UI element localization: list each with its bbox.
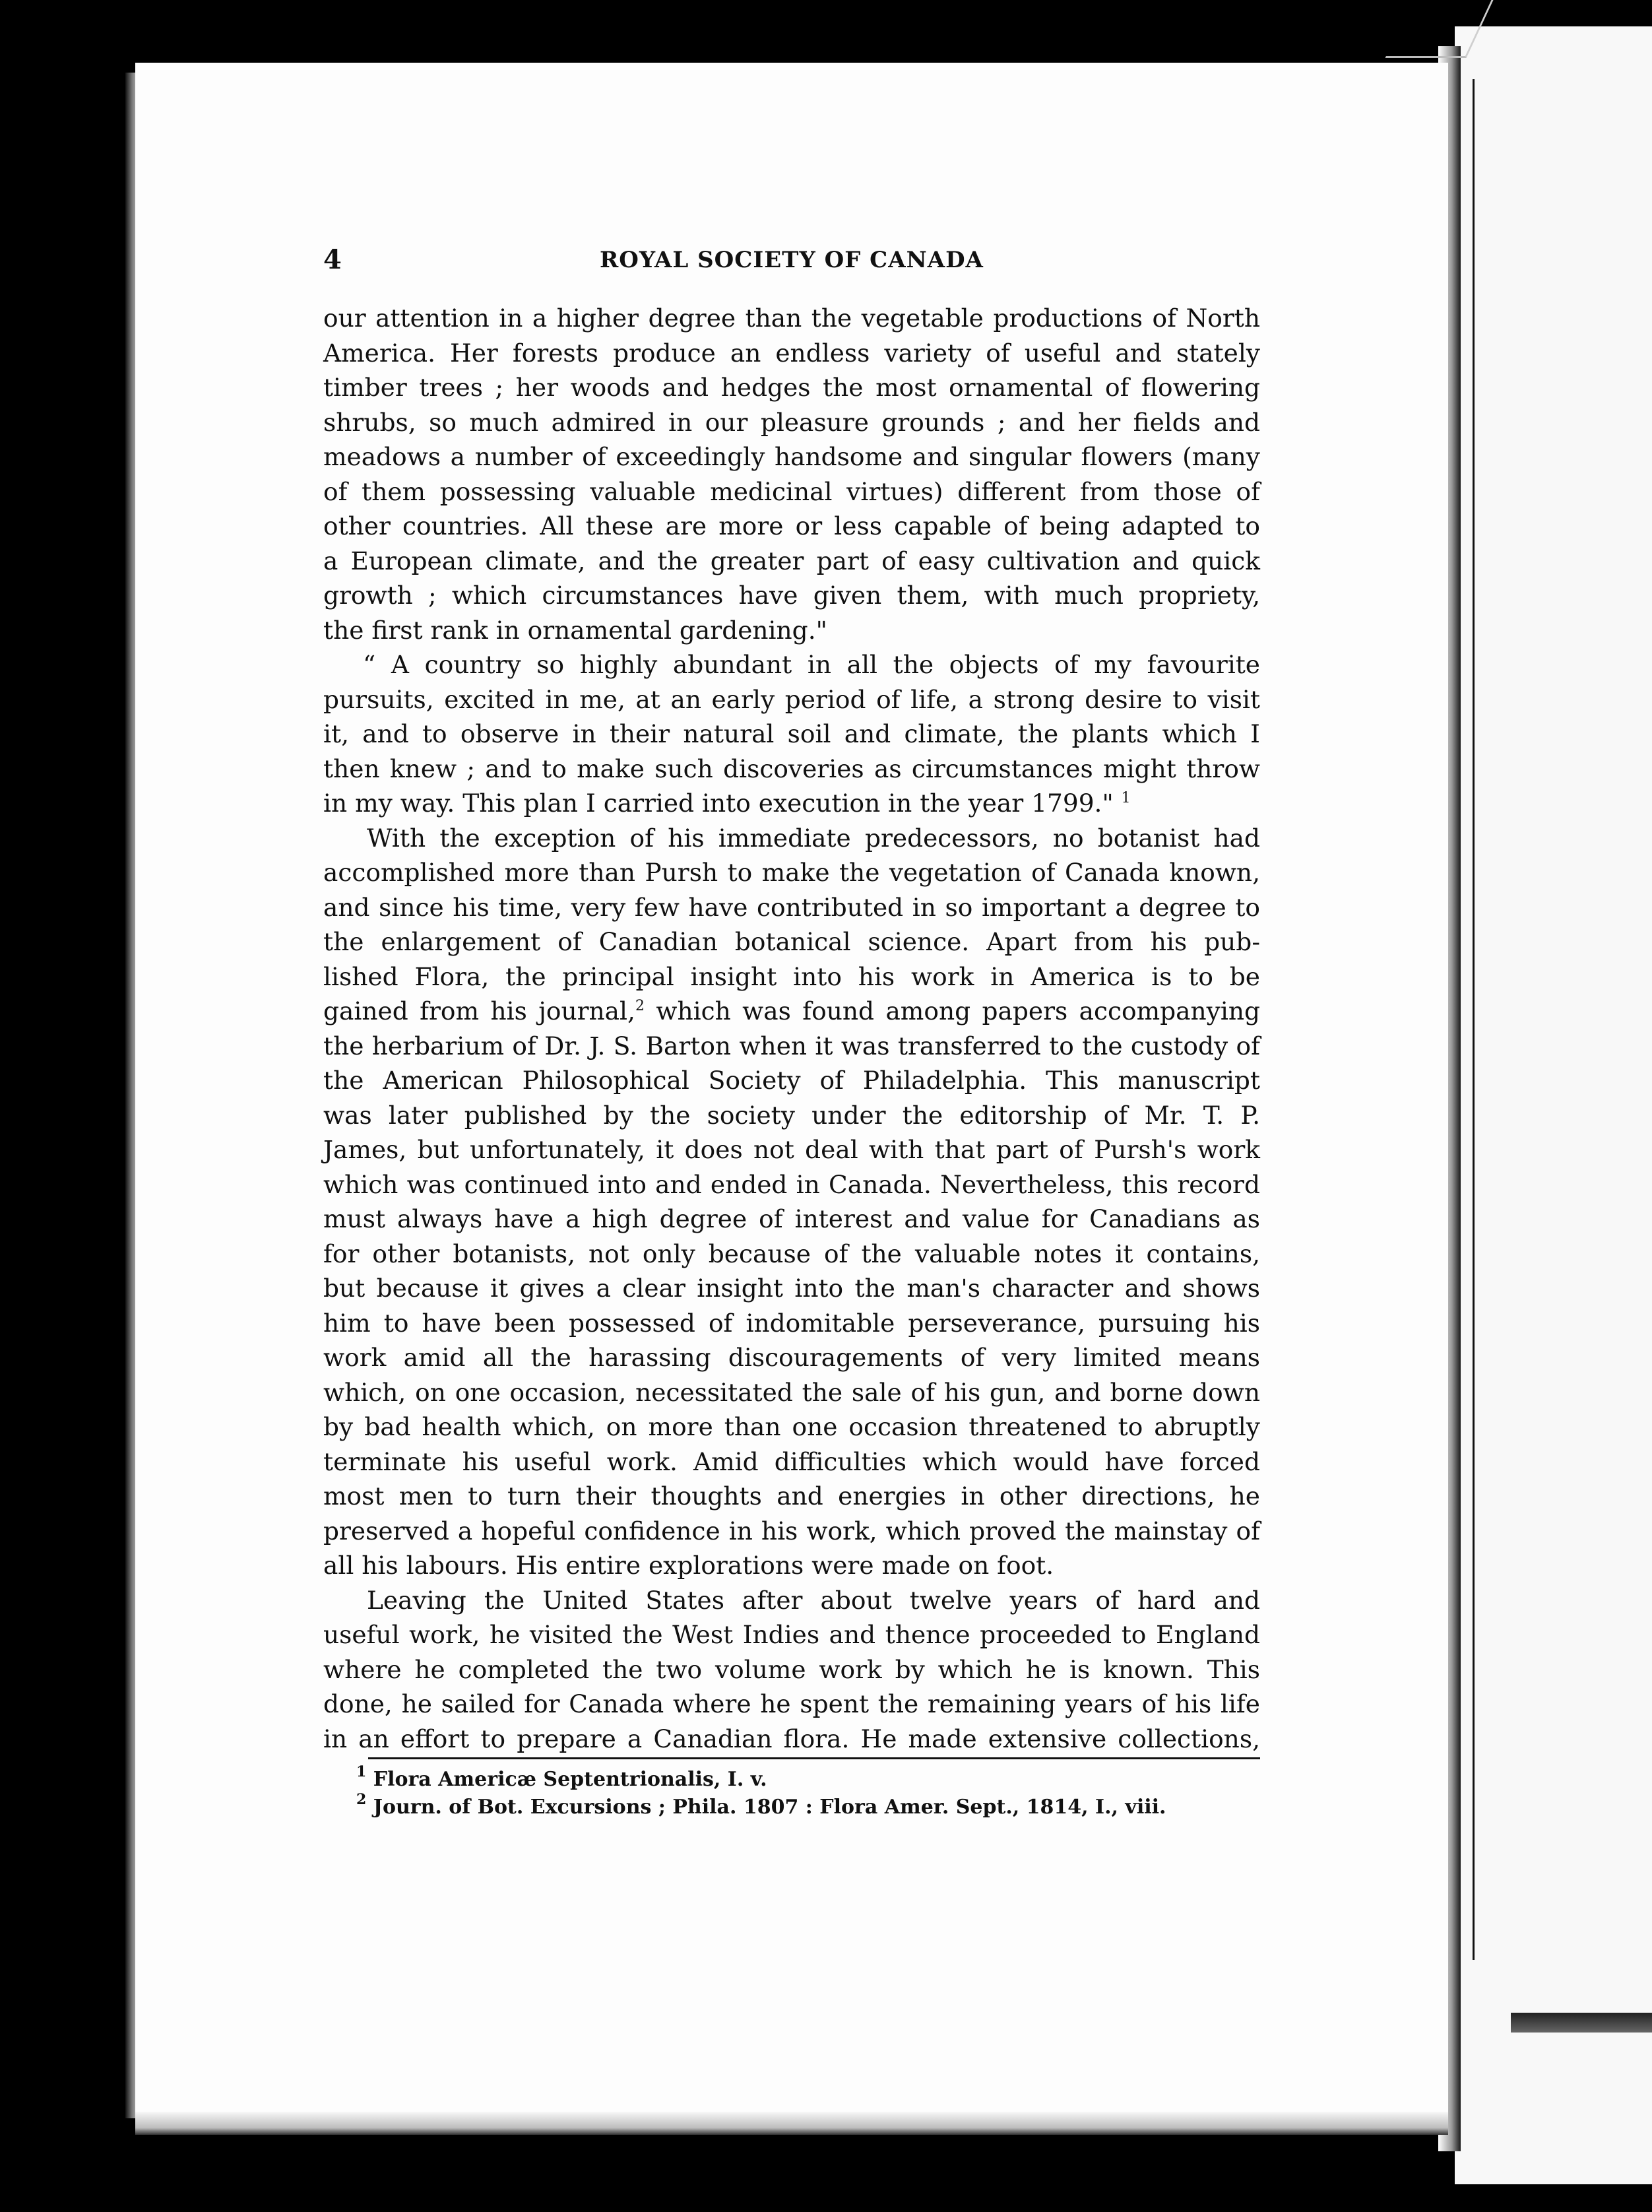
text-line: then knew ; and to make such discoveries as circumstances might throw: [323, 754, 1260, 783]
binding-line: [1473, 79, 1475, 1960]
body-text: [323, 301, 1260, 1756]
footnote: [356, 1791, 1267, 1821]
text-line: for other botanists, not only because of the valuable notes it contains,: [323, 1239, 1260, 1268]
page-header: [323, 244, 1260, 277]
text-line: pursuits, excited in me, at an early period of life, a strong desire to visit: [323, 684, 1260, 714]
text-line: the first rank in ornamental gardening.": [323, 615, 827, 645]
text-line: Leaving the United States after about twelve years of hard and: [367, 1585, 1260, 1615]
page-number: 4: [323, 244, 342, 275]
page-bottom-edge: [135, 2112, 1448, 2135]
text-line: but because it gives a clear insight into the man's character and shows: [323, 1274, 1260, 1303]
text-line: done, he sailed for Canada where he spent the remaining years of his life: [323, 1689, 1260, 1718]
text-line: useful work, he visited the West Indies and thence proceeded to England: [323, 1620, 1260, 1649]
text-line: lished Flora, the principal insight into his work in America is to be: [323, 961, 1260, 991]
text-line: shrubs, so much admired in our pleasure grounds ; and her fields and: [323, 407, 1260, 437]
text-line: where he completed the two volume work by which he is known. This: [323, 1654, 1260, 1684]
text-line: by bad health which, on more than one occasion threatened to abruptly: [323, 1412, 1260, 1441]
footnote-ref: 2: [635, 998, 645, 1014]
text-line: him to have been possessed of indomitable perseverance, pursuing his: [323, 1308, 1260, 1338]
footnote-marker: 1: [356, 1763, 367, 1780]
text-line: which, on one occasion, necessitated the sale of his gun, and borne down: [323, 1377, 1260, 1407]
text-line: growth ; which circumstances have given them, with much propriety,: [323, 581, 1260, 610]
text-line: and since his time, very few have contributed in so important a degree to: [323, 892, 1260, 922]
text-line: in an effort to prepare a Canadian flora. He made extensive collections,: [323, 1724, 1260, 1753]
footnotes: [356, 1763, 1267, 1821]
text-line: it, and to observe in their natural soil and climate, the plants which I: [323, 719, 1260, 748]
text-line: James, but unfortunately, it does not deal with that part of Pursh's work: [323, 1135, 1260, 1164]
text-line: most men to turn their thoughts and energies in other directions, he: [323, 1481, 1260, 1511]
text-line: of them possessing valuable medicinal virtues) different from those of: [323, 476, 1260, 506]
line-text: which was found among papers accompanying: [656, 996, 1260, 1025]
text-line: the American Philosophical Society of Philadelphia. This manuscript: [323, 1066, 1260, 1095]
text-line: must always have a high degree of interest and value for Canadians as: [323, 1204, 1260, 1233]
footnote: [356, 1763, 1267, 1794]
facing-page: [1455, 26, 1652, 2184]
line-text: gained from his journal,: [323, 996, 635, 1025]
text-line: our attention in a higher degree than the vegetable productions of North: [323, 304, 1260, 333]
footnote-rule: [368, 1757, 1260, 1759]
text-line: which was continued into and ended in Canada. Nevertheless, this record: [323, 1169, 1260, 1199]
text-line: the herbarium of Dr. J. S. Barton when it was transferred to the custody of: [323, 1031, 1260, 1060]
text-line: other countries. All these are more or less capable of being adapted to: [323, 511, 1260, 540]
text-line: [323, 994, 1260, 1029]
running-head: ROYAL SOCIETY OF CANADA: [600, 247, 984, 273]
text-line: [323, 786, 1260, 821]
text-line: meadows a number of exceedingly handsome and singular flowers (many: [323, 442, 1260, 471]
footnote-marker: 2: [356, 1791, 367, 1808]
facing-page-shadow: [1511, 2013, 1652, 2033]
footnote-ref: 1: [1121, 790, 1131, 806]
text-line: timber trees ; her woods and hedges the most ornamental of flowering: [323, 373, 1260, 402]
text-line: preserved a hopeful confidence in his work, which proved the mainstay of: [323, 1516, 1260, 1545]
text-line: was later published by the society under the editorship of Mr. T. P.: [323, 1100, 1260, 1130]
line-text: in my way. This plan I carried into execution in the year 1799.": [323, 789, 1114, 818]
footnote-text: Journ. of Bot. Excursions ; Phila. 1807 : Flora Amer. Sept., 1814, I., viii.: [373, 1796, 1166, 1819]
footnote-text: Flora Americæ Septentrionalis, I. v.: [373, 1768, 767, 1791]
text-line: work amid all the harassing discouragements of very limited means: [323, 1343, 1260, 1372]
text-line: all his labours. His entire explorations were made on foot.: [323, 1551, 1054, 1580]
text-line: the enlargement of Canadian botanical science. Apart from his pub-: [323, 927, 1260, 956]
text-line: “ A country so highly abundant in all the objects of my favourite: [363, 650, 1260, 679]
text-line: America. Her forests produce an endless variety of useful and stately: [323, 338, 1260, 368]
text-line: a European climate, and the greater part of easy cultivation and quick: [323, 546, 1260, 575]
text-line: With the exception of his immediate predecessors, no botanist had: [367, 823, 1260, 853]
text-line: terminate his useful work. Amid difficulties which would have forced: [323, 1447, 1260, 1476]
text-line: accomplished more than Pursh to make the vegetation of Canada known,: [323, 858, 1260, 887]
